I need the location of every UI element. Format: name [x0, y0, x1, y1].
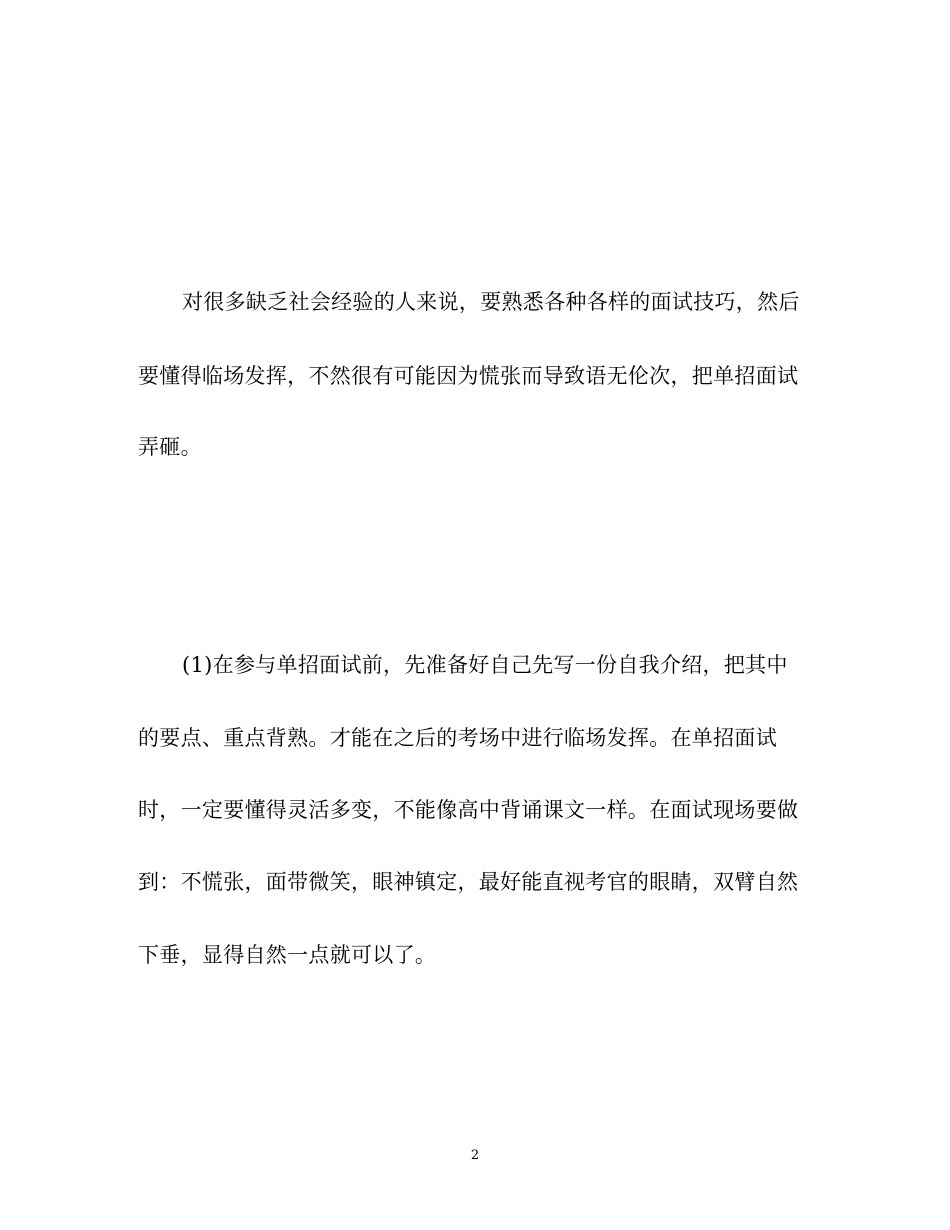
paragraph-line: 对很多缺乏社会经验的人来说，要熟悉各种各样的面试技巧，然后	[182, 290, 800, 314]
paragraph-line: 下垂，显得自然一点就可以了。	[138, 943, 437, 967]
paragraph-line: 到：不慌张，面带微笑，眼神镇定，最好能直视考官的眼睛，双臂自然	[138, 870, 799, 894]
paragraph-line: 的要点、重点背熟。才能在之后的考场中进行临场发挥。在单招面试	[138, 726, 777, 750]
paragraph-line: 时，一定要懂得灵活多变，不能像高中背诵课文一样。在面试现场要做	[138, 798, 799, 822]
page-number: 2	[470, 1148, 480, 1163]
paragraph-line: 弄砸。	[138, 435, 202, 459]
paragraph-line: 要懂得临场发挥，不然很有可能因为慌张而导致语无伦次，把单招面试	[138, 364, 799, 388]
paragraph-line: (1)在参与单招面试前，先准备好自己先写一份自我介绍，把其中	[182, 653, 788, 677]
